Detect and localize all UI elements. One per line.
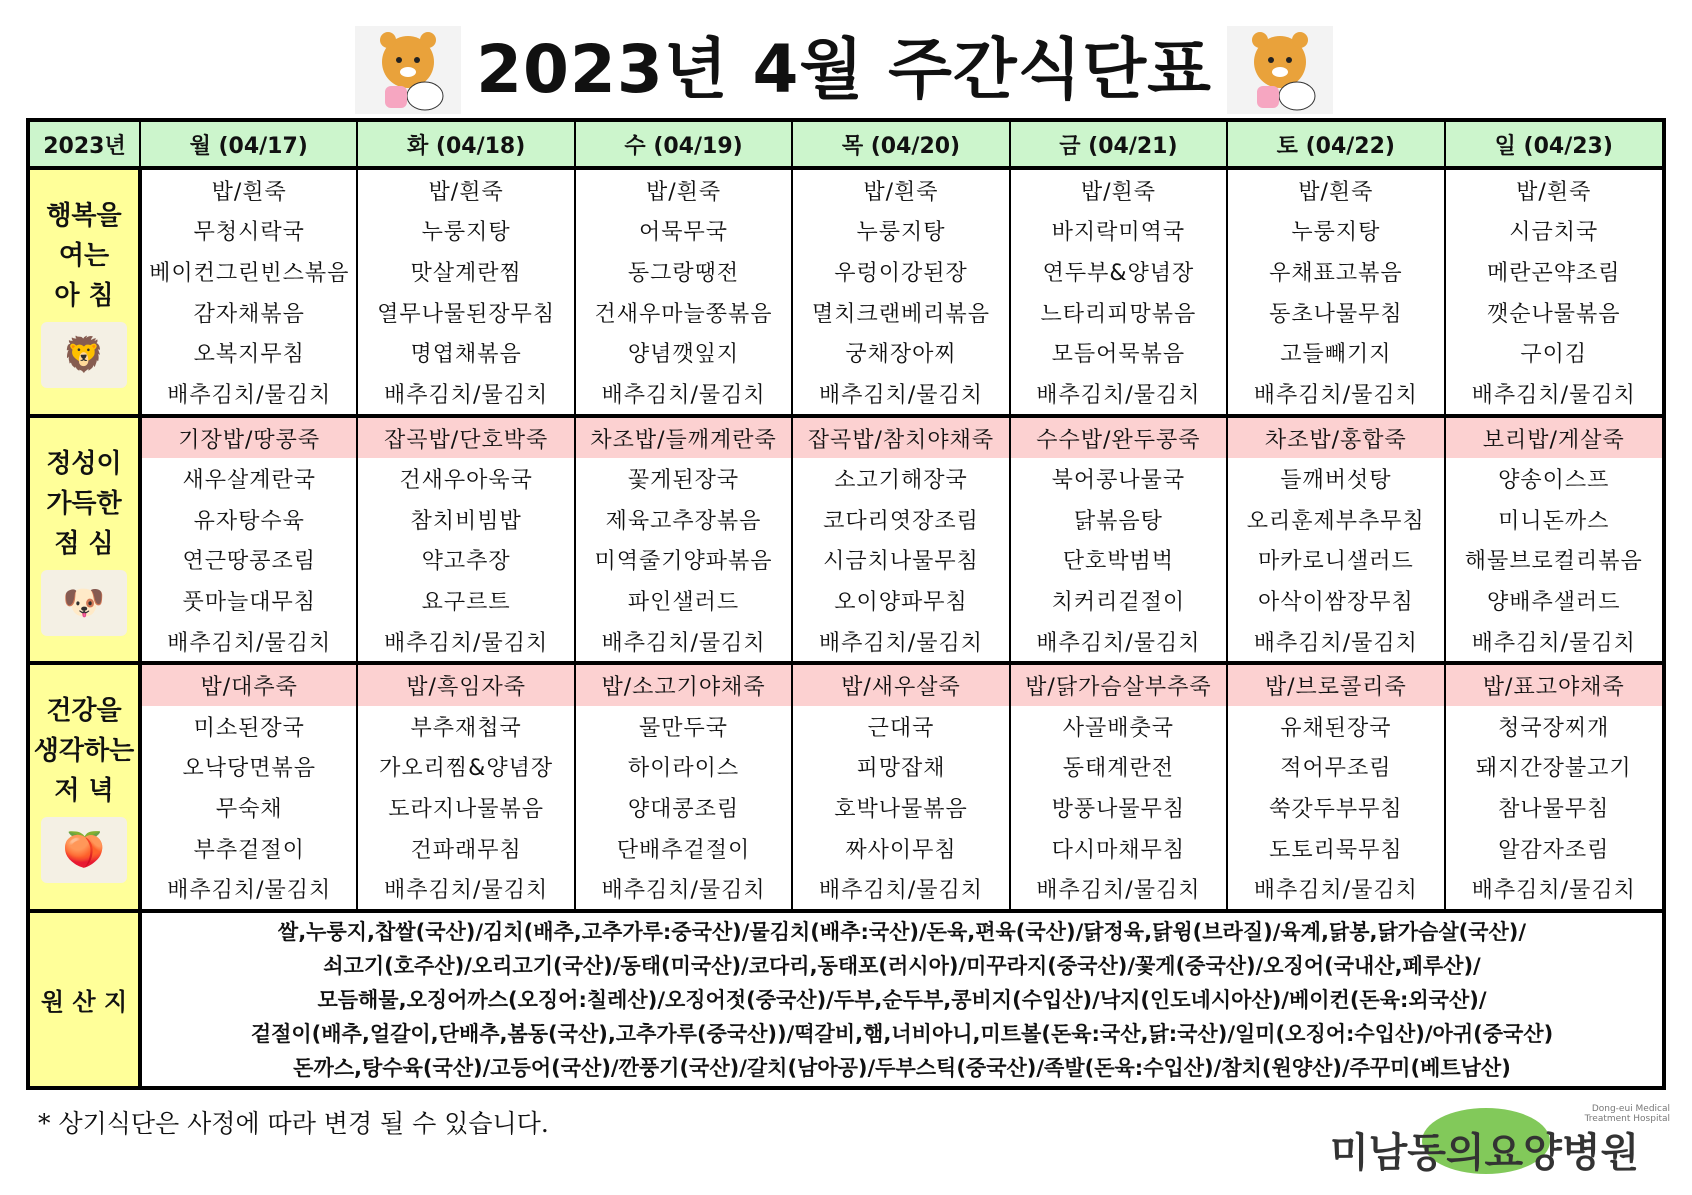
menu-cell: 마카로니샐러드 — [1227, 540, 1444, 581]
menu-cell: 요구르트 — [357, 580, 574, 621]
origin-line: 모듬해물,오징어까스(오징어:칠레산)/오징어젓(중국산)/두부,순두부,콩비지(수입산)/낙지(인도네시아산)/베이컨(돈육:외국산)/ — [317, 987, 1487, 1012]
dog-mascot-icon: 🐶 — [41, 570, 127, 636]
menu-cell: 물만두국 — [575, 706, 792, 747]
lion-mascot-icon — [355, 26, 461, 114]
menu-cell: 짜사이무침 — [792, 828, 1009, 869]
menu-cell: 제육고추장볶음 — [575, 499, 792, 540]
meal-row — [30, 787, 1662, 828]
menu-cell: 청국장찌개 — [1498, 715, 1610, 741]
menu-cell: 오리훈제부추무침 — [1227, 499, 1444, 540]
menu-cell: 건파래무침 — [357, 828, 574, 869]
meal-row — [30, 292, 1662, 333]
meal-row — [30, 332, 1662, 373]
menu-cell: 파인샐러드 — [575, 580, 792, 621]
menu-cell: 무숙채 — [140, 787, 357, 828]
menu-cell: 소고기해장국 — [792, 458, 1009, 499]
menu-cell: 배추김치/물김치 — [1010, 869, 1227, 912]
menu-cell: 북어콩나물국 — [1010, 458, 1227, 499]
menu-cell: 배추김치/물김치 — [1227, 869, 1444, 912]
menu-cell: 연근땅콩조림 — [140, 540, 357, 581]
day-header: 토 (04/22) — [1227, 122, 1444, 168]
menu-cell: 밥/흰죽 — [792, 168, 1009, 211]
menu-cell: 아삭이쌈장무침 — [1227, 580, 1444, 621]
meal-row — [30, 706, 1662, 747]
menu-cell: 도토리묵무침 — [1227, 828, 1444, 869]
meal-row — [30, 416, 1662, 459]
menu-cell: 참나물무침 — [1498, 797, 1610, 823]
menu-cell: 누룽지탕 — [1227, 211, 1444, 252]
meal-row — [30, 458, 1662, 499]
menu-cell: 밥/흰죽 — [1516, 179, 1592, 205]
menu-cell: 도라지나물볶음 — [357, 787, 574, 828]
menu-cell: 밥/브로콜리죽 — [1227, 663, 1444, 706]
page-title: 2023년 4월 주간식단표 — [476, 31, 1212, 108]
origin-line: 겉절이(배추,얼갈이,단배추,봄동(국산),고추가루(중국산))/떡갈비,햄,너비아니,미트볼(돈육:국산,닭:국산)/일미(오징어:수입산)/아귀(중국산) — [250, 1021, 1554, 1046]
lion-mascot-icon: 🦁 — [41, 322, 127, 388]
meal-label-line: 정성이 — [46, 448, 122, 479]
menu-cell: 멸치크랜베리볶음 — [792, 292, 1009, 333]
menu-cell: 우채표고볶음 — [1227, 251, 1444, 292]
menu-cell: 고들빼기지 — [1227, 332, 1444, 373]
menu-cell: 돼지간장불고기 — [1475, 756, 1632, 782]
menu-cell: 베이컨그린빈스볶음 — [140, 251, 357, 292]
meal-row — [30, 540, 1662, 581]
menu-cell: 배추김치/물김치 — [140, 373, 357, 416]
menu-cell: 바지락미역국 — [1010, 211, 1227, 252]
meal-row — [30, 211, 1662, 252]
meal-row — [30, 869, 1662, 912]
menu-cell: 잡곡밥/참치야채죽 — [792, 416, 1009, 459]
menu-cell: 오낙당면볶음 — [140, 747, 357, 788]
menu-cell: 배추김치/물김치 — [140, 869, 357, 912]
menu-cell: 꽃게된장국 — [575, 458, 792, 499]
day-header: 목 (04/20) — [792, 122, 1009, 168]
menu-cell: 어묵무국 — [575, 211, 792, 252]
menu-cell: 오이양파무침 — [792, 580, 1009, 621]
menu-cell: 기장밥/땅콩죽 — [140, 416, 357, 459]
meal-row — [30, 373, 1662, 416]
menu-cell: 부추재첩국 — [357, 706, 574, 747]
meal-label-line: 가득한 — [46, 488, 122, 519]
menu-cell: 밥/대추죽 — [140, 663, 357, 706]
title-banner — [355, 26, 1333, 114]
day-header: 금 (04/21) — [1010, 122, 1227, 168]
menu-cell: 배추김치/물김치 — [1445, 621, 1662, 664]
menu-cell: 알감자조림 — [1498, 837, 1610, 863]
menu-cell: 유채된장국 — [1227, 706, 1444, 747]
peach-mascot-icon: 🍑 — [41, 817, 127, 883]
menu-cell: 배추김치/물김치 — [357, 869, 574, 912]
origin-line: 쌀,누룽지,찹쌀(국산)/김치(배추,고추가루:중국산)/물김치(배추:국산)/돈육,편육(국산)/닭정육,닭윙(브라질)/육계,닭봉,닭가슴살(국산)/ — [277, 919, 1527, 944]
menu-cell: 근대국 — [792, 706, 1009, 747]
year-header: 2023년 — [30, 122, 140, 168]
menu-cell: 궁채장아찌 — [792, 332, 1009, 373]
meal-label-line: 생각하는 — [33, 736, 135, 767]
origin-line: 돈까스,탕수육(국산)/고등어(국산)/깐풍기(국산)/갈치(남아공)/두부스틱(중국산)/족발(돈육:수입산)/참치(원양산)/주꾸미(베트남산) — [293, 1055, 1511, 1080]
menu-cell: 밥/흰죽 — [1010, 168, 1227, 211]
menu-cell: 무청시락국 — [140, 211, 357, 252]
menu-cell: 배추김치/물김치 — [357, 621, 574, 664]
menu-cell: 밥/흰죽 — [575, 168, 792, 211]
logo-name: 미남동의요양병원 — [1330, 1130, 1640, 1176]
meal-label-line: 저 녁 — [54, 776, 114, 807]
menu-cell: 호박나물볶음 — [792, 787, 1009, 828]
menu-cell: 맛살계란찜 — [357, 251, 574, 292]
menu-cell: 들깨버섯탕 — [1227, 458, 1444, 499]
menu-cell: 배추김치/물김치 — [575, 621, 792, 664]
meal-label-line: 행복을 — [46, 200, 122, 231]
meal-row — [30, 251, 1662, 292]
meal-row — [30, 580, 1662, 621]
meal-row — [30, 499, 1662, 540]
menu-cell: 배추김치/물김치 — [792, 621, 1009, 664]
menu-cell: 보리밥/게살죽 — [1445, 416, 1662, 459]
day-header: 화 (04/18) — [357, 122, 574, 168]
menu-cell: 배추김치/물김치 — [357, 373, 574, 416]
menu-cell: 구이김 — [1520, 342, 1588, 368]
menu-cell: 배추김치/물김치 — [575, 373, 792, 416]
meal-row — [30, 747, 1662, 788]
menu-cell: 하이라이스 — [575, 747, 792, 788]
menu-cell: 단배추겉절이 — [575, 828, 792, 869]
menu-cell: 밥/흰죽 — [357, 168, 574, 211]
notice-text: * 상기식단은 사정에 따라 변경 될 수 있습니다. — [38, 1109, 549, 1138]
menu-cell: 잡곡밥/단호박죽 — [357, 416, 574, 459]
meal-label-line: 점 심 — [54, 528, 114, 559]
lion-mascot-icon — [1227, 26, 1333, 114]
menu-cell: 시금치나물무침 — [792, 540, 1009, 581]
menu-cell: 밥/흑임자죽 — [357, 663, 574, 706]
menu-cell: 동그랑땡전 — [575, 251, 792, 292]
menu-cell: 배추김치/물김치 — [1010, 621, 1227, 664]
menu-cell: 쑥갓두부무침 — [1227, 787, 1444, 828]
menu-cell: 방풍나물무침 — [1010, 787, 1227, 828]
meal-label-line: 아 침 — [54, 280, 114, 311]
menu-cell: 닭볶음탕 — [1010, 499, 1227, 540]
menu-cell: 미소된장국 — [140, 706, 357, 747]
meal-row — [30, 828, 1662, 869]
menu-cell: 단호박범벅 — [1010, 540, 1227, 581]
menu-cell: 오복지무침 — [140, 332, 357, 373]
origin-label: 원 산 지 — [30, 911, 140, 1086]
menu-cell: 건새우마늘쫑볶음 — [575, 292, 792, 333]
menu-cell: 배추김치/물김치 — [1010, 373, 1227, 416]
meal-label-line: 여는 — [58, 240, 110, 271]
menu-cell: 차조밥/들깨계란죽 — [575, 416, 792, 459]
menu-cell: 밥/흰죽 — [1227, 168, 1444, 211]
day-header: 일 (04/23) — [1445, 122, 1662, 168]
menu-cell: 차조밥/홍합죽 — [1227, 416, 1444, 459]
menu-cell: 풋마늘대무침 — [140, 580, 357, 621]
menu-cell: 누룽지탕 — [792, 211, 1009, 252]
meal-row — [30, 663, 1662, 706]
menu-cell: 양송이스프 — [1498, 468, 1610, 494]
menu-cell: 배추김치/물김치 — [792, 869, 1009, 912]
menu-cell: 시금치국 — [1509, 220, 1599, 246]
menu-cell: 동태계란전 — [1010, 747, 1227, 788]
menu-cell: 해물브로컬리볶음 — [1464, 549, 1643, 575]
menu-cell: 연두부&양념장 — [1010, 251, 1227, 292]
menu-cell: 양념깻잎지 — [575, 332, 792, 373]
meal-label — [30, 663, 140, 911]
menu-cell: 배추김치/물김치 — [792, 373, 1009, 416]
menu-cell: 코다리엿장조림 — [792, 499, 1009, 540]
menu-cell: 약고추장 — [357, 540, 574, 581]
menu-cell: 밥/새우살죽 — [792, 663, 1009, 706]
menu-cell: 건새우아욱국 — [357, 458, 574, 499]
origin-row — [30, 911, 1662, 1086]
meal-row — [30, 621, 1662, 664]
menu-cell: 모듬어묵볶음 — [1010, 332, 1227, 373]
menu-cell: 누룽지탕 — [357, 211, 574, 252]
menu-cell: 참치비빔밥 — [357, 499, 574, 540]
menu-cell: 배추김치/물김치 — [1227, 621, 1444, 664]
day-header: 월 (04/17) — [140, 122, 357, 168]
menu-cell: 사골배춧국 — [1010, 706, 1227, 747]
menu-cell: 배추김치/물김치 — [1445, 869, 1662, 912]
menu-cell: 밥/표고야채죽 — [1445, 663, 1662, 706]
menu-cell: 가오리찜&양념장 — [357, 747, 574, 788]
origin-text — [140, 911, 1662, 1086]
menu-cell: 깻순나물볶음 — [1487, 301, 1621, 327]
menu-cell: 새우살계란국 — [140, 458, 357, 499]
menu-cell: 밥/소고기야채죽 — [575, 663, 792, 706]
menu-cell: 밥/닭가슴살부추죽 — [1010, 663, 1227, 706]
menu-cell: 미니돈까스 — [1498, 508, 1610, 534]
menu-cell: 양대콩조림 — [575, 787, 792, 828]
menu-cell: 수수밥/완두콩죽 — [1010, 416, 1227, 459]
menu-cell: 양배추샐러드 — [1487, 589, 1621, 615]
menu-cell: 밥/흰죽 — [140, 168, 357, 211]
meal-label — [30, 416, 140, 664]
hospital-logo — [1330, 1104, 1670, 1182]
menu-cell: 우렁이강된장 — [792, 251, 1009, 292]
weekly-menu-table — [26, 118, 1666, 1090]
header-row — [30, 122, 1662, 168]
menu-cell: 감자채볶음 — [140, 292, 357, 333]
menu-cell: 배추김치/물김치 — [1227, 373, 1444, 416]
menu-cell: 메란곤약조림 — [1487, 261, 1621, 287]
menu-cell: 배추김치/물김치 — [575, 869, 792, 912]
menu-cell: 적어무조림 — [1227, 747, 1444, 788]
menu-cell: 배추김치/물김치 — [140, 621, 357, 664]
menu-cell: 동초나물무침 — [1227, 292, 1444, 333]
menu-cell: 명엽채볶음 — [357, 332, 574, 373]
menu-cell: 유자탕수육 — [140, 499, 357, 540]
logo-subtitle: Dong-eui Medical Treatment Hospital — [1584, 1104, 1670, 1124]
menu-cell: 배추김치/물김치 — [1445, 373, 1662, 416]
menu-cell: 느타리피망볶음 — [1010, 292, 1227, 333]
menu-cell: 부추겉절이 — [140, 828, 357, 869]
meal-label-line: 건강을 — [46, 696, 122, 727]
meal-label — [30, 168, 140, 416]
menu-cell: 열무나물된장무침 — [357, 292, 574, 333]
menu-cell: 피망잡채 — [792, 747, 1009, 788]
menu-cell: 다시마채무침 — [1010, 828, 1227, 869]
day-header: 수 (04/19) — [575, 122, 792, 168]
origin-line: 쇠고기(호주산)/오리고기(국산)/동태(미국산)/코다리,동태포(러시아)/미꾸라지(중국산)/꽃게(중국산)/오징어(국내산,페루산)/ — [323, 953, 1481, 978]
menu-cell: 치커리겉절이 — [1010, 580, 1227, 621]
meal-row — [30, 168, 1662, 211]
menu-cell: 미역줄기양파볶음 — [575, 540, 792, 581]
